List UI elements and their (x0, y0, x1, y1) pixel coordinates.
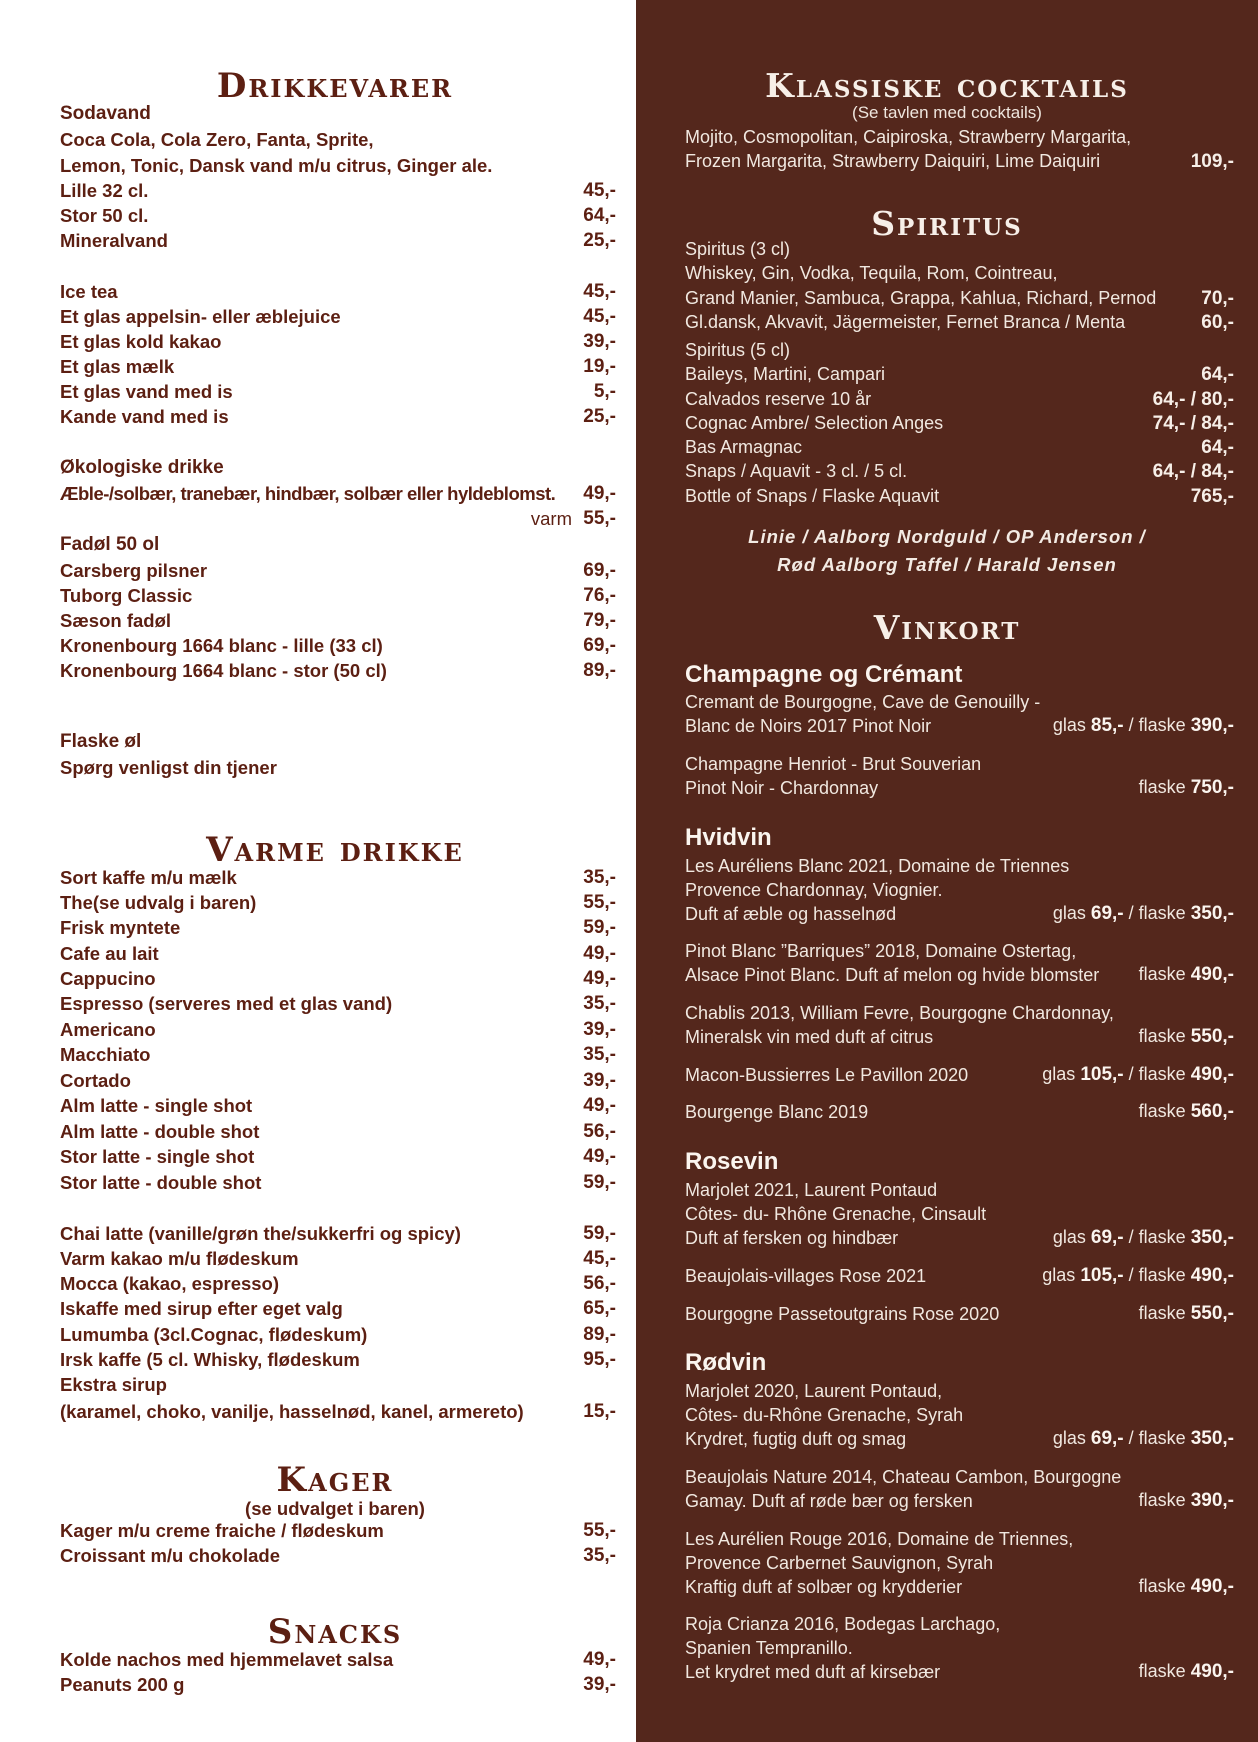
flaske-price: 350,- (1190, 1428, 1234, 1449)
flaske-price: 750,- (1190, 777, 1234, 798)
menu-item-name: Calvados reserve 10 år (685, 389, 872, 409)
flaske-label: flaske (1138, 777, 1186, 797)
wine-price (936, 1576, 1234, 1598)
menu-item-price: 59,- (583, 917, 616, 938)
flaske-price: 550,- (1190, 1026, 1234, 1047)
cocktails-line-2: Frozen Margarita, Strawberry Daiquiri, Lime Daiquiri (685, 151, 1101, 171)
right-column (636, 0, 1258, 1742)
wine-desc: Kraftig duft af solbær og krydderier (685, 1577, 963, 1597)
wine-desc: Mineralsk vin med duft af citrus (685, 1027, 934, 1047)
wine-desc: Côtes- du-Rhône Grenache, Syrah (685, 1405, 964, 1425)
menu-item-price: 49,- (583, 1095, 616, 1116)
menu-item-name: Grand Manier, Sambuca, Grappa, Kahlua, Richard, Pernod (685, 288, 1157, 308)
wine-price (936, 1265, 1234, 1287)
snaps-brands-1: Linie / Aalborg Nordguld / OP Anderson / (748, 526, 1146, 547)
flaske-label: flaske (1138, 1490, 1186, 1510)
wine-desc: Les Auréliens Blanc 2021, Domaine de Triennes (685, 856, 1070, 876)
menu-item-name: Stor 50 cl. (60, 205, 149, 226)
flaske-label: / flaske (1128, 1428, 1186, 1448)
menu-item-name: Iskaffe med sirup efter eget valg (60, 1298, 343, 1319)
organic-heading: Økologiske drikke (60, 457, 224, 478)
glas-price: 69,- (1090, 903, 1124, 924)
wine-desc: Blanc de Noirs 2017 Pinot Noir (685, 716, 932, 736)
syrup-desc: (karamel, choko, vanilje, hasselnød, kanel, armereto) (60, 1401, 524, 1422)
menu-item-name: Cappucino (60, 968, 156, 989)
warm-label: varm (530, 508, 572, 529)
syrup-name: Ekstra sirup (60, 1374, 167, 1395)
wine-desc: Champagne Henriot - Brut Souverian (685, 754, 982, 774)
glas-label: glas (1042, 1265, 1076, 1285)
wine-desc: Macon-Bussierres Le Pavillon 2020 (685, 1065, 969, 1085)
menu-item-price: 45,- (583, 281, 616, 302)
menu-item-name: Stor latte - double shot (60, 1172, 262, 1193)
glas-price: 105,- (1080, 1064, 1124, 1085)
menu-item-name: Mocca (kakao, espresso) (60, 1273, 280, 1294)
menu-item-price: 64,- (1201, 364, 1234, 385)
menu-item-name: Æble-/solbær, tranebær, hindbær, solbær eller hyldeblomst. (60, 483, 556, 504)
flaske-price: 560,- (1190, 1101, 1234, 1122)
menu-item-price: 49,- (583, 968, 616, 989)
menu-item-name: Baileys, Martini, Campari (685, 364, 886, 384)
menu-item-name: Chai latte (vanille/grøn the/sukkerfri og spicy) (60, 1223, 461, 1244)
cakes-note: (se udvalget i baren) (245, 1498, 425, 1519)
menu-item-price: 15,- (583, 1401, 616, 1422)
glas-label: glas (1052, 1428, 1086, 1448)
menu-item-price: 64,- / 84,- (1152, 461, 1234, 482)
menu-item-name: Irsk kaffe (5 cl. Whisky, flødeskum (60, 1349, 360, 1370)
sodavand-desc-2: Lemon, Tonic, Dansk vand m/u citrus, Ginger ale. (60, 155, 493, 176)
flaske-label: / flaske (1128, 903, 1186, 923)
menu-item-name: Kolde nachos med hjemmelavet salsa (60, 1649, 394, 1670)
menu-item-name: Tuborg Classic (60, 585, 193, 606)
cocktails-line-1: Mojito, Cosmopolitan, Caipiroska, Strawberry Margarita, (685, 127, 1132, 147)
draft-heading: Fadøl 50 ol (60, 534, 160, 555)
glas-label: glas (1042, 1064, 1076, 1084)
wine-price (936, 1064, 1234, 1086)
sodavand-heading: Sodavand (60, 103, 151, 124)
menu-item-name: Cortado (60, 1070, 131, 1091)
wine-price (936, 964, 1234, 986)
flaske-price: 550,- (1190, 1303, 1234, 1324)
glas-price: 105,- (1080, 1265, 1124, 1286)
rose-wine-heading: Rosevin (685, 1148, 779, 1175)
flaske-price: 490,- (1190, 1576, 1234, 1597)
flaske-label: flaske (1138, 1576, 1186, 1596)
menu-item-price: 5,- (593, 381, 616, 402)
wine-desc: Chablis 2013, William Fevre, Bourgogne Chardonnay, (685, 1003, 1114, 1023)
menu-item-price: 59,- (583, 1223, 616, 1244)
wine-desc: Duft af æble og hasselnød (685, 904, 897, 924)
hot-drinks-heading: Varme drikke (206, 830, 464, 870)
wine-desc: Let krydret med duft af kirsebær (685, 1662, 941, 1682)
flaske-label: / flaske (1128, 1265, 1186, 1285)
menu-item-price: 74,- / 84,- (1152, 413, 1234, 434)
menu-item-price: 49,- (583, 943, 616, 964)
menu-item-name: Sort kaffe m/u mælk (60, 867, 237, 888)
wine-desc: Beaujolais-villages Rose 2021 (685, 1266, 927, 1286)
menu-item-price: 89,- (583, 660, 616, 681)
menu-item-price: 35,- (583, 867, 616, 888)
flaske-price: 390,- (1190, 1490, 1234, 1511)
flaske-label: flaske (1138, 1101, 1186, 1121)
menu-item-price: 79,- (583, 610, 616, 631)
wine-price (936, 1227, 1234, 1249)
menu-item-name: Kager m/u creme fraiche / flødeskum (60, 1520, 384, 1541)
flaske-label: flaske (1138, 964, 1186, 984)
glas-label: glas (1052, 1227, 1086, 1247)
menu-item-price: 69,- (583, 635, 616, 656)
wine-desc: Les Aurélien Rouge 2016, Domaine de Triennes, (685, 1529, 1074, 1549)
wine-desc: Spanien Tempranillo. (685, 1638, 853, 1658)
cocktails-note: (Se tavlen med cocktails) (852, 103, 1042, 122)
menu-item-price: 45,- (583, 306, 616, 327)
menu-item-price: 64,- (583, 205, 616, 226)
spirits-sub-3cl: Spiritus (3 cl) (685, 239, 791, 259)
menu-item-name: Kronenbourg 1664 blanc - stor (50 cl) (60, 660, 387, 681)
wine-desc: Krydret, fugtig duft og smag (685, 1429, 907, 1449)
menu-item-name: Macchiato (60, 1044, 151, 1065)
flaske-label: / flaske (1128, 1227, 1186, 1247)
sodavand-desc-1: Coca Cola, Cola Zero, Fanta, Sprite, (60, 129, 374, 150)
menu-item-price: 69,- (583, 560, 616, 581)
menu-item-price: 64,- (1201, 437, 1234, 458)
flaske-price: 490,- (1190, 1661, 1234, 1682)
menu-item-price: 49,- (583, 1649, 616, 1670)
menu-item-name: Espresso (serveres med et glas vand) (60, 993, 393, 1014)
menu-item-name: The(se udvalg i baren) (60, 892, 257, 913)
wine-desc: Duft af fersken og hindbær (685, 1228, 899, 1248)
menu-item-name: Stor latte - single shot (60, 1146, 255, 1167)
wine-desc: Gamay. Duft af røde bær og fersken (685, 1491, 973, 1511)
flaske-label: flaske (1138, 1026, 1186, 1046)
wine-desc: Côtes- du- Rhône Grenache, Cinsault (685, 1204, 987, 1224)
menu-item-name: Et glas mælk (60, 356, 175, 377)
menu-item-price: 45,- (583, 1248, 616, 1269)
menu-item-name: Frisk myntete (60, 917, 181, 938)
menu-item-price: 39,- (583, 331, 616, 352)
wine-desc: Alsace Pinot Blanc. Duft af melon og hvide blomster (685, 965, 1100, 985)
menu-item-price: 89,- (583, 1324, 616, 1345)
flaske-label: flaske (1138, 1303, 1186, 1323)
menu-item-price: 65,- (583, 1298, 616, 1319)
wine-desc: Pinot Noir - Chardonnay (685, 778, 879, 798)
menu-item-name: Ice tea (60, 281, 118, 302)
cocktails-heading: Klassiske cocktails (765, 66, 1129, 105)
menu-item-name: Bas Armagnac (685, 437, 803, 457)
menu-item-price: 55,- (583, 892, 616, 913)
snacks-heading: Snacks (267, 1612, 403, 1652)
menu-item-name: Lumumba (3cl.Cognac, flødeskum) (60, 1324, 368, 1345)
menu-item-price: 95,- (583, 1349, 616, 1370)
wine-price (936, 1026, 1234, 1048)
menu-item-name: Croissant m/u chokolade (60, 1545, 280, 1566)
menu-item-price: 60,- (1201, 312, 1234, 333)
drinks-heading: Drikkevarer (216, 66, 454, 106)
flaske-price: 490,- (1190, 1064, 1234, 1085)
menu-item-price: 45,- (583, 180, 616, 201)
bottle-beer-heading: Flaske øl (60, 731, 142, 752)
flaske-price: 390,- (1190, 715, 1234, 736)
menu-item-price: 35,- (583, 1044, 616, 1065)
wine-desc: Cremant de Bourgogne, Cave de Genouilly - (685, 692, 1041, 712)
menu-item-name: Snaps / Aquavit - 3 cl. / 5 cl. (685, 461, 908, 481)
snaps-brands-2: Rød Aalborg Taffel / Harald Jensen (777, 554, 1117, 575)
flaske-label: flaske (1138, 1661, 1186, 1681)
menu-item-price: 49,- (583, 1146, 616, 1167)
wine-price (936, 903, 1234, 925)
spirits-sub-5cl: Spiritus (5 cl) (685, 340, 791, 360)
wine-desc: Provence Carbernet Sauvignon, Syrah (685, 1553, 994, 1573)
wine-desc: Pinot Blanc ”Barriques” 2018, Domaine Ostertag, (685, 941, 1077, 961)
menu-item-name: Americano (60, 1019, 156, 1040)
wine-price (936, 1428, 1234, 1450)
menu-item-price: 55,- (583, 1520, 616, 1541)
menu-item-name: Cafe au lait (60, 943, 159, 964)
flaske-label: / flaske (1128, 1064, 1186, 1084)
menu-item-price: 35,- (583, 993, 616, 1014)
flaske-price: 350,- (1190, 903, 1234, 924)
wine-price (936, 1101, 1234, 1123)
champagne-heading: Champagne og Crémant (685, 661, 963, 688)
wine-list-heading: Vinkort (873, 608, 1021, 647)
menu-item-price: 19,- (583, 356, 616, 377)
flaske-price: 490,- (1190, 1265, 1234, 1286)
wine-desc: Bourgogne Passetoutgrains Rose 2020 (685, 1304, 1000, 1324)
menu-item-price: 56,- (583, 1121, 616, 1142)
menu-item-name: Et glas appelsin- eller æblejuice (60, 306, 341, 327)
white-wine-heading: Hvidvin (685, 824, 772, 851)
menu-item-name: Kronenbourg 1664 blanc - lille (33 cl) (60, 635, 383, 656)
menu-item-name: Carsberg pilsner (60, 560, 208, 581)
flaske-price: 490,- (1190, 964, 1234, 985)
flaske-price: 350,- (1190, 1227, 1234, 1248)
menu-item-name: Bottle of Snaps / Flaske Aquavit (685, 486, 940, 506)
wine-desc: Roja Crianza 2016, Bodegas Larchago, (685, 1614, 1001, 1634)
cocktails-price: 109,- (1190, 151, 1234, 172)
menu-item-price: 35,- (583, 1545, 616, 1566)
wine-desc: Beaujolais Nature 2014, Chateau Cambon, Bourgogne (685, 1467, 1122, 1487)
wine-price (936, 715, 1234, 737)
menu-item-name: Kande vand med is (60, 406, 229, 427)
flaske-label: / flaske (1128, 715, 1186, 735)
wine-desc: Provence Chardonnay, Viognier. (685, 880, 943, 900)
wine-desc: Marjolet 2020, Laurent Pontaud, (685, 1381, 943, 1401)
glas-label: glas (1052, 903, 1086, 923)
glas-price: 69,- (1090, 1428, 1124, 1449)
glas-price: 69,- (1090, 1227, 1124, 1248)
wine-desc: Bourgenge Blanc 2019 (685, 1102, 869, 1122)
menu-item-name: Lille 32 cl. (60, 180, 149, 201)
menu-item-name: Varm kakao m/u flødeskum (60, 1248, 299, 1269)
red-wine-heading: Rødvin (685, 1349, 767, 1376)
menu-item-price: 39,- (583, 1674, 616, 1695)
menu-item-price: 39,- (583, 1019, 616, 1040)
menu-item-name: Alm latte - single shot (60, 1095, 253, 1116)
menu-item-price: 64,- / 80,- (1152, 389, 1234, 410)
glas-label: glas (1052, 715, 1086, 735)
menu-item-price: 70,- (1201, 288, 1234, 309)
glas-price: 85,- (1090, 715, 1124, 736)
spirits-list: Whiskey, Gin, Vodka, Tequila, Rom, Cointreau, (685, 263, 1058, 283)
wine-price (936, 1490, 1234, 1512)
cakes-heading: Kager (276, 1460, 394, 1500)
spirits-heading: Spiritus (871, 204, 1023, 243)
wine-price (936, 1303, 1234, 1325)
menu-item-price: 55,- (583, 508, 616, 529)
menu-item-price: 25,- (583, 230, 616, 251)
menu-item-name: Et glas kold kakao (60, 331, 222, 352)
menu-item-price: 39,- (583, 1070, 616, 1091)
menu-item-price: 49,- (583, 483, 616, 504)
menu-item-price: 76,- (583, 585, 616, 606)
wine-price (936, 1661, 1234, 1683)
menu-item-price: 59,- (583, 1172, 616, 1193)
menu-item-price: 25,- (583, 406, 616, 427)
wine-price (936, 777, 1234, 799)
menu-item-name: Et glas vand med is (60, 381, 233, 402)
menu-item-name: Alm latte - double shot (60, 1121, 260, 1142)
menu-item-name: Cognac Ambre/ Selection Anges (685, 413, 944, 433)
menu-item-name: Sæson fadøl (60, 610, 172, 631)
menu-item-price: 765,- (1190, 486, 1234, 507)
bottle-beer-desc: Spørg venligst din tjener (60, 757, 277, 778)
menu-item-name: Mineralvand (60, 230, 168, 251)
menu-item-name: Peanuts 200 g (60, 1674, 185, 1695)
menu-item-name: Gl.dansk, Akvavit, Jägermeister, Fernet Branca / Menta (685, 312, 1126, 332)
wine-desc: Marjolet 2021, Laurent Pontaud (685, 1180, 938, 1200)
menu-item-price: 56,- (583, 1273, 616, 1294)
